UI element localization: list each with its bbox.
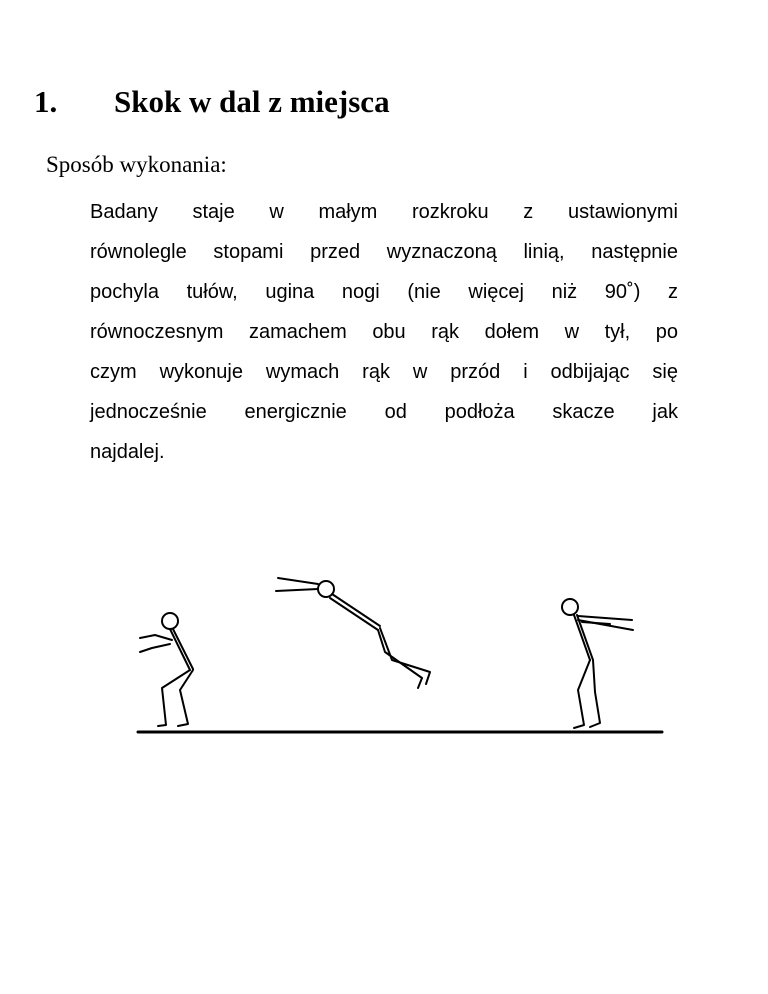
section-heading xyxy=(34,84,390,120)
description-line: najdalej. xyxy=(90,441,165,463)
description-line: Badany staje w małym rozkroku z ustawionymi xyxy=(90,201,678,223)
description-line: pochyla tułów, ugina nogi (nie więcej niż 90˚) z xyxy=(90,281,678,303)
figure-crouch xyxy=(140,613,193,726)
description-line: równolegle stopami przed wyznaczoną linią, następnie xyxy=(90,241,678,263)
method-subheading: Sposób wykonania: xyxy=(46,152,227,177)
figure-flight xyxy=(276,578,430,688)
section-number: 1. xyxy=(34,84,58,119)
jump-illustration xyxy=(100,560,670,750)
method-description xyxy=(90,192,678,472)
description-line: jednocześnie energicznie od podłoża skacze jak xyxy=(90,401,678,423)
section-title: Skok w dal z miejsca xyxy=(114,84,390,119)
figure-landing xyxy=(562,599,633,728)
description-line: równoczesnym zamachem obu rąk dołem w tył, po xyxy=(90,321,678,343)
description-line: czym wykonuje wymach rąk w przód i odbijając się xyxy=(90,361,678,383)
